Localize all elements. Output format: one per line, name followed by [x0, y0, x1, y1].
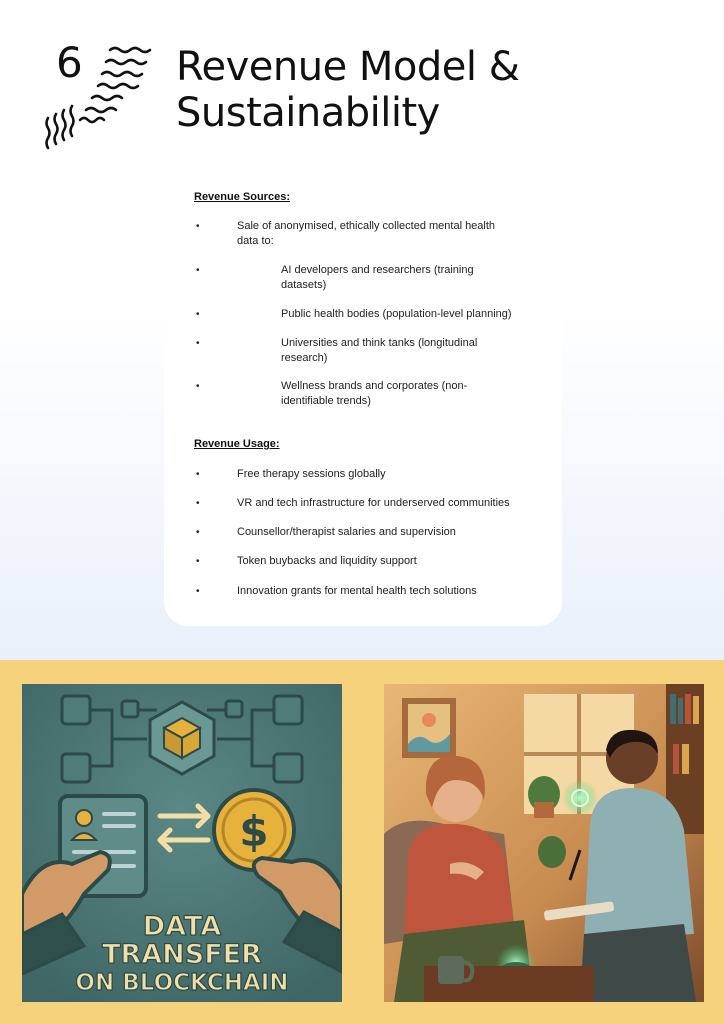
bullet: •	[196, 586, 200, 597]
list-item: Token buybacks and liquidity support	[237, 555, 417, 567]
section-number: 6	[56, 38, 83, 87]
list-item: Public health bodies (population-level planning)	[281, 308, 512, 320]
caption-line-1: DATA	[142, 911, 222, 942]
wavy-lines-decoration	[40, 38, 160, 158]
section-header	[0, 0, 724, 180]
caption-line-3: ON BLOCKCHAIN	[75, 970, 289, 996]
bullet: •	[196, 265, 200, 276]
caption-line-2: TRANSFER	[102, 939, 262, 970]
revenue-sources-heading: Revenue Sources:	[194, 191, 290, 203]
bullet: •	[196, 221, 200, 232]
bullet: •	[196, 498, 200, 509]
blockchain-exchange-icon	[22, 684, 342, 1002]
list-item: Sale of anonymised, ethically collected mental health data to:	[237, 220, 496, 247]
bullet: •	[196, 309, 200, 320]
list-item: Free therapy sessions globally	[237, 468, 386, 480]
list-item: Innovation grants for mental health tech solutions	[237, 585, 477, 597]
list-item: Universities and think tanks (longitudinal research)	[281, 337, 478, 364]
bullet: •	[196, 469, 200, 480]
list-item: VR and tech infrastructure for underserved communities	[237, 497, 510, 509]
svg-text:$: $	[239, 807, 269, 856]
title-line-2: Sustainability	[176, 90, 440, 136]
list-item: Counsellor/therapist salaries and supervision	[237, 526, 456, 538]
bullet: •	[196, 556, 200, 567]
therapy-session-illustration	[384, 684, 704, 1002]
page-title	[176, 44, 519, 136]
bullet: •	[196, 381, 200, 392]
title-line-1: Revenue Model &	[176, 44, 520, 90]
list-item: AI developers and researchers (training datasets)	[281, 264, 474, 291]
list-item: Wellness brands and corporates (non- identifiable trends)	[281, 380, 468, 407]
revenue-usage-heading: Revenue Usage:	[194, 438, 280, 450]
bullet: •	[196, 338, 200, 349]
bullet: •	[196, 527, 200, 538]
